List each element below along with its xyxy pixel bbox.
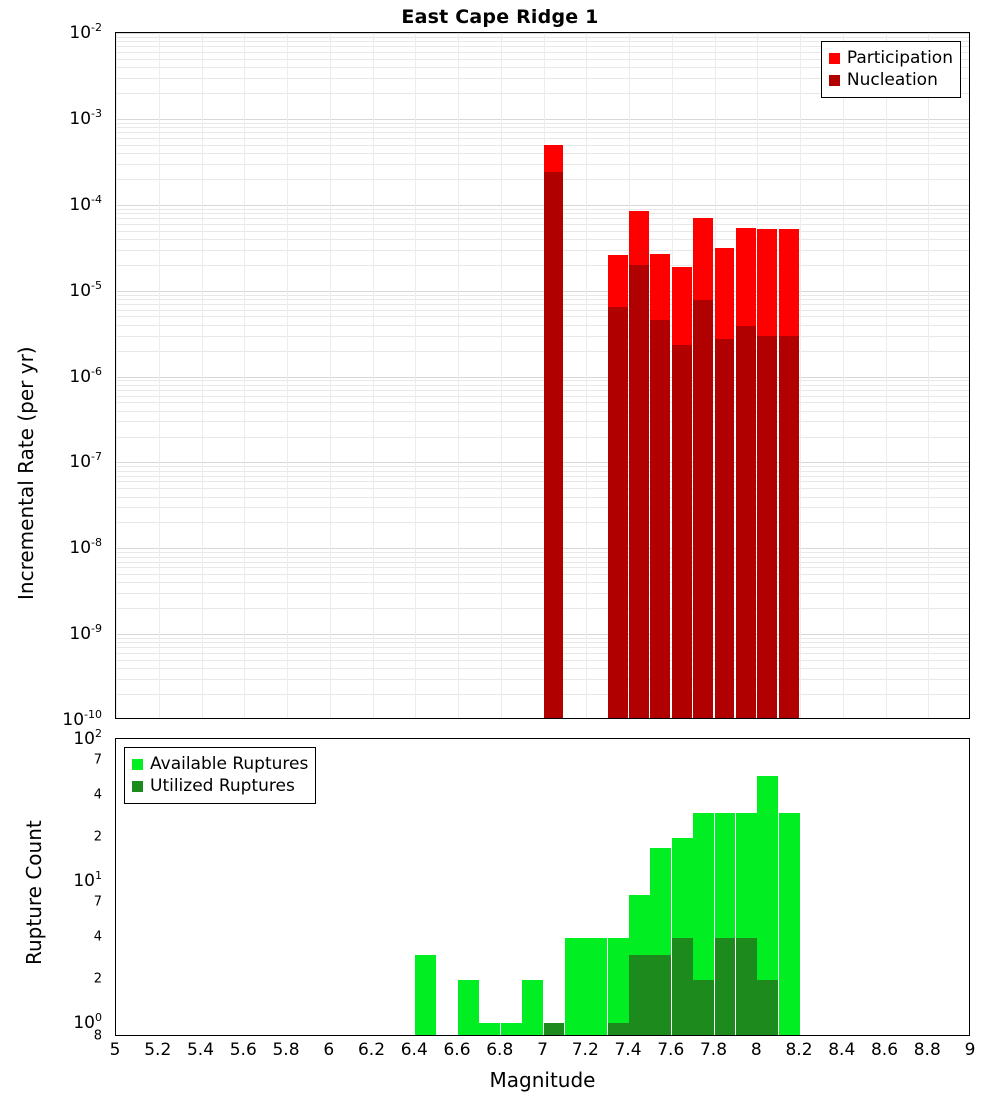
bottom-y-axis-ticks	[0, 727, 110, 1044]
gridline	[501, 33, 502, 718]
y-tick-label: $10^{-9}$	[69, 622, 102, 644]
x-tick-label: 7.6	[657, 1040, 685, 1060]
gridline	[928, 33, 929, 718]
nucleation-bar	[779, 336, 799, 719]
x-tick-label: 9	[964, 1040, 976, 1060]
y-tick-label: 2	[93, 829, 102, 845]
x-tick-label: 8	[750, 1040, 762, 1060]
x-tick-label: 6.4	[400, 1040, 428, 1060]
legend-label-nucleation: Nucleation	[846, 69, 938, 90]
y-tick-label: $10^{-5}$	[69, 278, 102, 301]
gridline	[373, 33, 374, 718]
x-tick-label: 8.4	[828, 1040, 856, 1060]
gridline	[159, 33, 160, 718]
utilized-rupture-bar	[757, 980, 778, 1036]
legend-item-participation	[829, 47, 953, 69]
x-tick-label: 5	[109, 1040, 121, 1060]
nucleation-bar	[608, 307, 628, 719]
gridline	[116, 33, 117, 718]
gridline	[800, 33, 801, 718]
gridline	[886, 33, 887, 718]
nucleation-bar	[629, 265, 649, 719]
legend-label-utilized: Utilized Ruptures	[150, 775, 295, 796]
utilized-rupture-bar	[650, 955, 671, 1036]
x-tick-label: 8.8	[913, 1040, 941, 1060]
x-tick-label: 5.2	[144, 1040, 172, 1060]
available-rupture-bar	[501, 1023, 522, 1036]
y-tick-label: $10^{-4}$	[69, 192, 102, 215]
rupture-count-plot	[115, 738, 970, 1036]
y-tick-label: 4	[93, 787, 102, 803]
y-tick-label: 2	[93, 971, 102, 987]
available-swatch-icon	[132, 759, 143, 770]
y-tick-label: $10^2$	[73, 727, 102, 749]
top-y-axis-title: Incremental Rate (per yr)	[14, 346, 38, 600]
utilized-rupture-bar	[544, 1023, 565, 1036]
y-tick-label: $10^{-10}$	[62, 708, 102, 730]
y-tick-label: $10^{-3}$	[69, 107, 102, 129]
gridline	[244, 33, 245, 718]
utilized-rupture-bar	[608, 1023, 629, 1036]
nucleation-bar	[672, 345, 692, 719]
page-title: East Cape Ridge 1	[401, 6, 599, 28]
x-tick-label: 6.6	[443, 1040, 471, 1060]
utilized-rupture-bar	[629, 955, 650, 1036]
x-tick-label: 7.4	[614, 1040, 642, 1060]
y-tick-label: $10^{-8}$	[69, 536, 102, 559]
available-rupture-bar	[415, 955, 436, 1036]
utilized-rupture-bar	[736, 938, 757, 1036]
gridline	[287, 33, 288, 718]
utilized-rupture-bar	[672, 938, 693, 1036]
y-tick-label: $10^{-7}$	[69, 450, 102, 473]
legend-label-available: Available Ruptures	[150, 753, 309, 774]
nucleation-bar	[544, 172, 564, 719]
nucleation-bar	[736, 326, 756, 719]
y-tick-label: $10^0$	[73, 1011, 102, 1034]
y-tick-label: 7	[93, 894, 102, 910]
y-tick-label: 8	[93, 1028, 102, 1044]
x-tick-label: 5.8	[272, 1040, 300, 1060]
nucleation-bar	[650, 320, 670, 719]
nucleation-bar	[715, 339, 735, 719]
y-tick-label: 7	[93, 752, 102, 768]
gridline	[330, 33, 331, 718]
available-rupture-bar	[608, 938, 629, 1036]
x-tick-label: 6	[323, 1040, 335, 1060]
gridline	[458, 33, 459, 718]
legend-item-utilized	[132, 775, 308, 797]
x-tick-label: 7.8	[699, 1040, 728, 1060]
x-tick-label: 8.6	[870, 1040, 899, 1060]
x-tick-label: 7.2	[571, 1040, 599, 1060]
available-rupture-bar	[586, 938, 607, 1036]
x-tick-label: 6.8	[486, 1040, 514, 1060]
available-rupture-bar	[565, 938, 586, 1036]
available-rupture-bar	[458, 980, 479, 1036]
gridline	[843, 33, 844, 718]
gridline	[415, 33, 416, 718]
legend-item-available	[132, 753, 308, 775]
bottom-legend	[124, 747, 316, 804]
y-tick-label: 4	[93, 929, 102, 945]
gridline	[586, 33, 587, 718]
available-rupture-bar	[779, 813, 800, 1036]
available-rupture-bar	[522, 980, 543, 1036]
available-rupture-bar	[479, 1023, 500, 1036]
bottom-y-axis-title: Rupture Count	[22, 820, 46, 965]
x-tick-label: 6.2	[357, 1040, 386, 1060]
utilized-swatch-icon	[132, 781, 143, 792]
utilized-rupture-bar	[715, 938, 736, 1036]
nucleation-bar	[693, 300, 713, 719]
x-tick-label: 5.4	[186, 1040, 215, 1060]
y-tick-label: $10^{-6}$	[69, 364, 102, 387]
top-legend	[821, 41, 961, 98]
utilized-rupture-bar	[693, 980, 714, 1036]
incremental-rate-plot	[115, 32, 970, 719]
participation-swatch-icon	[829, 53, 840, 64]
x-tick-label: 8.2	[785, 1040, 813, 1060]
y-tick-label: $10^{-2}$	[69, 21, 102, 43]
x-tick-label: 5.6	[229, 1040, 257, 1060]
legend-item-nucleation	[829, 69, 953, 91]
x-tick-label: 7	[537, 1040, 548, 1060]
legend-label-participation: Participation	[846, 47, 953, 68]
y-tick-label: $10^1$	[73, 869, 102, 891]
nucleation-swatch-icon	[829, 75, 840, 86]
x-axis-ticks	[109, 1040, 976, 1064]
nucleation-bar	[757, 336, 777, 719]
x-axis-title: Magnitude	[489, 1068, 596, 1092]
gridline	[202, 33, 203, 718]
